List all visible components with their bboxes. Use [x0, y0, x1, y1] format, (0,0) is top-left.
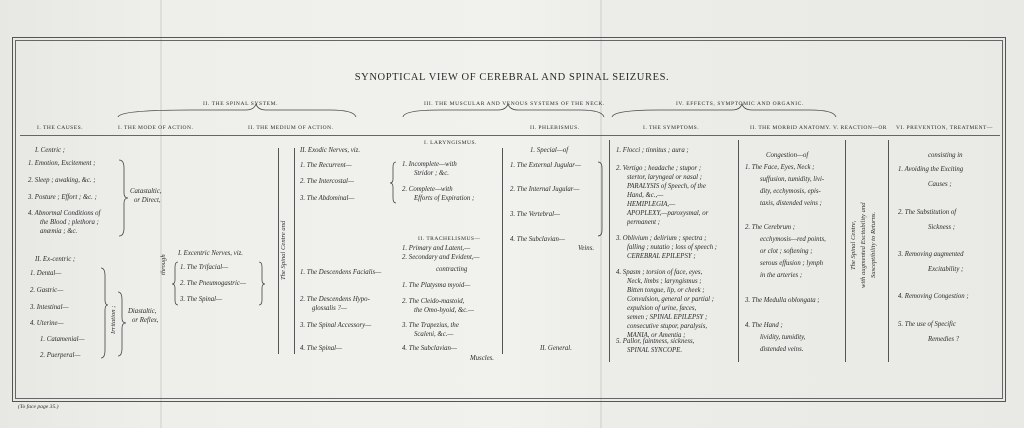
trachelismus-item: 1. Primary and Latent,— [402, 245, 471, 252]
symptom-2: HEMIPLEGIA,— [627, 201, 676, 208]
reaction-line-3: Susceptibility to Returns. [870, 211, 877, 279]
header-mode: I. THE MODE OF ACTION. [118, 125, 194, 131]
causes-excentric-item: 2. Gastric— [30, 287, 64, 294]
symptom-4: Convulsion, general or partial ; [627, 296, 715, 303]
symptom-3: CEREBRAL EPILEPSY ; [627, 253, 696, 260]
reaction-line-2: with augmented Excitability and [860, 202, 867, 288]
exodic-item: 1. The Recurrent— [300, 162, 352, 169]
header-phlebismus: II. PHLEBISMUS. [530, 125, 580, 131]
causes-centric-item: anæmia ; &c. [40, 228, 78, 235]
anatomy-item-2: ecchymosis—red points, [760, 236, 826, 243]
symptom-2: stertor, laryngeal or nasal ; [627, 174, 702, 181]
medium-item: 3. The Spinal— [180, 296, 223, 303]
symptom-2: 2. Vertigo ; headache ; stupor ; [616, 165, 702, 172]
laryngismus-item: Stridor ; &c. [414, 170, 449, 177]
phlebismus-special: 1. Special—of [530, 147, 569, 154]
phlebismus-item: 3. The Vertebral— [510, 211, 561, 218]
prevention-item: Causes ; [928, 181, 952, 188]
symptom-2: Hand, &c.,— [627, 192, 664, 199]
causes-excentric-item: 3. Intestinal— [30, 304, 69, 311]
anatomy-item-2: serous effusion ; lymph [760, 260, 823, 267]
symptom-4: expulsion of urine, fæces, [627, 305, 697, 312]
anatomy-item-2: 2. The Cerebrum ; [745, 224, 795, 231]
chart-title: SYNOPTICAL VIEW OF CEREBRAL AND SPINAL SEIZURES. [354, 72, 670, 83]
exodic-item: 1. The Descendens Facialis— [300, 269, 382, 276]
prevention-item: Sickness ; [928, 224, 955, 231]
anatomy-item-1: taxis, distended veins ; [760, 200, 822, 207]
symptom-5: 5. Pallor, faintness, sickness, [616, 338, 695, 345]
mode-catastaltic: Catastaltic, [130, 188, 162, 195]
anatomy-congestion: Congestion—of [766, 152, 809, 159]
group-muscular-venous: III. THE MUSCULAR AND VENOUS SYSTEMS OF THE NECK. [424, 101, 605, 107]
laryngismus-item: 1. Incomplete—with [402, 161, 457, 168]
header-laryngismus: I. LARYNGISMUS. [424, 140, 477, 146]
symptom-1: 1. Flocci ; tinnitus ; aura ; [616, 147, 689, 154]
exodic-item: 4. The Spinal— [300, 345, 343, 352]
muscle-item: the Omo-hyoid, &c.— [414, 307, 475, 314]
muscles-label: Muscles. [470, 355, 494, 362]
anatomy-item-3: 3. The Medulla oblongata ; [745, 297, 820, 304]
exodic-nerves-label: II. Exodic Nerves, viz. [300, 147, 361, 154]
muscle-item: 3. The Trapezius, the [402, 322, 459, 329]
reaction-line-1: The Spinal Centre, [850, 220, 857, 270]
prevention-item: Remedies ? [928, 336, 960, 343]
header-medium: II. THE MEDIUM OF ACTION. [248, 125, 334, 131]
phlebismus-item: 4. The Subclavian— [510, 236, 565, 243]
prevention-item: 3. Removing augmented [898, 251, 964, 258]
prevention-item: 2. The Substitution of [898, 209, 957, 216]
symptom-4: Bitten tongue, lip, or cheek ; [627, 287, 705, 294]
medium-item: 1. The Trifacial— [180, 264, 229, 271]
prevention-item: 5. The use of Specific [898, 321, 956, 328]
footnote: (To face page 35.) [18, 404, 59, 410]
symptom-4: consecutive stupor, paralysis, [627, 323, 708, 330]
symptom-2: PARALYSIS of Speech, of the [627, 183, 706, 190]
causes-centric-item: 3. Posture ; Effort ; &c. ; [28, 194, 97, 201]
symptom-4: MANIA, or Amentia ; [627, 332, 686, 339]
header-symptoms: I. THE SYMPTOMS. [643, 125, 700, 131]
trachelismus-item: 2. Secondary and Evident,— [402, 254, 480, 261]
causes-centric-item: 4. Abnormal Conditions of [28, 210, 101, 217]
causes-centric-item: 2. Sleep ; awaking, &c. ; [28, 177, 96, 184]
mode-through: through [160, 254, 167, 276]
mode-reflex: or Reflex, [132, 317, 159, 324]
header-reaction: V. REACTION—OR [833, 125, 887, 131]
laryngismus-item: 2. Complete—with [402, 186, 453, 193]
exodic-item: 2. The Descendens Hypo- [300, 296, 370, 303]
prevention-item: 4. Removing Congestion ; [898, 293, 969, 300]
group-spinal-system: II. THE SPINAL SYSTEM. [203, 101, 279, 107]
anatomy-item-4: distended veins. [760, 346, 804, 353]
medium-excentric-nerves: I. Excentric Nerves, viz. [178, 250, 243, 257]
trachelismus-item: contracting [436, 266, 468, 273]
symptom-4: semen ; SPINAL EPILEPSY ; [627, 314, 708, 321]
symptom-4: 4. Spasm ; torsion of face, eyes, [616, 269, 703, 276]
muscle-item: 4. The Subclavian— [402, 345, 457, 352]
symptom-3: falling ; nutatio ; loss of speech ; [627, 244, 718, 251]
irritation-label: Irritation ; [110, 305, 117, 335]
header-causes: I. THE CAUSES. [37, 125, 84, 131]
causes-centric-item: the Blood ; plethora ; [40, 219, 99, 226]
muscle-item: 2. The Cleido-mastoid, [402, 298, 465, 305]
causes-excentric-label: II. Ex-centric ; [35, 256, 76, 263]
prevention-consisting: consisting in [928, 152, 963, 159]
anatomy-item-1: dity, ecchymosis, epis- [760, 188, 821, 195]
mode-direct: or Direct, [134, 197, 161, 204]
causes-centric-label: I. Centric ; [35, 147, 66, 154]
anatomy-item-1: 1. The Face, Eyes, Neck ; [745, 164, 815, 171]
symptom-2: APOPLEXY,—paroxysmal, or [627, 210, 709, 217]
phlebismus-item: 1. The External Jugular— [510, 162, 581, 169]
symptom-3: 3. Oblivium ; delirium ; spectra ; [616, 235, 707, 242]
muscle-item: 1. The Platysma myoid— [402, 282, 471, 289]
trachelismus-heading: II. TRACHELISMUS— [418, 236, 481, 242]
prevention-item: 1. Avoiding the Exciting [898, 166, 964, 173]
symptom-4: Neck, limbs ; laryngismus ; [627, 278, 702, 285]
exodic-item: 3. The Abdominal— [300, 195, 355, 202]
exodic-item: 3. The Spinal Accessory— [300, 322, 372, 329]
spinal-centre-label: The Spinal Centre and [280, 220, 287, 280]
causes-excentric-item: 1. Dental— [30, 270, 62, 277]
anatomy-item-2: in the arteries ; [760, 272, 803, 279]
header-prevention: VI. PREVENTION, TREATMENT— [896, 125, 993, 131]
muscle-item: Scaleni, &c.— [414, 331, 454, 338]
phlebismus-item: 2. The Internal Jugular— [510, 186, 580, 193]
anatomy-item-4: lividity, tumidity, [760, 334, 806, 341]
prevention-item: Excitability ; [928, 266, 964, 273]
anatomy-item-2: or clot ; softening ; [760, 248, 813, 255]
mode-diastaltic: Diastaltic, [128, 308, 157, 315]
exodic-item: glossalis ?— [312, 305, 347, 312]
veins-label: Veins. [578, 245, 595, 252]
causes-excentric-item: 4. Uterine— [30, 320, 64, 327]
causes-excentric-item: 2. Puerperal— [40, 352, 81, 359]
medium-item: 2. The Pneumogastric— [180, 280, 246, 287]
phlebismus-general: II. General. [540, 345, 572, 352]
symptom-5: SPINAL SYNCOPE. [627, 347, 683, 354]
anatomy-item-1: suffusion, tumidity, livi- [760, 176, 825, 183]
causes-centric-item: 1. Emotion, Excitement ; [28, 160, 96, 167]
anatomy-item-4: 4. The Hand ; [745, 322, 783, 329]
group-effects: IV. EFFECTS, SYMPTOMIC AND ORGANIC. [676, 101, 804, 107]
exodic-item: 2. The Intercostal— [300, 178, 354, 185]
laryngismus-item: Efforts of Expiration ; [414, 195, 475, 202]
header-anatomy: II. THE MORBID ANATOMY. [750, 125, 832, 131]
causes-excentric-item: 1. Catamenial— [40, 336, 85, 343]
symptom-2: permanent ; [627, 219, 661, 226]
